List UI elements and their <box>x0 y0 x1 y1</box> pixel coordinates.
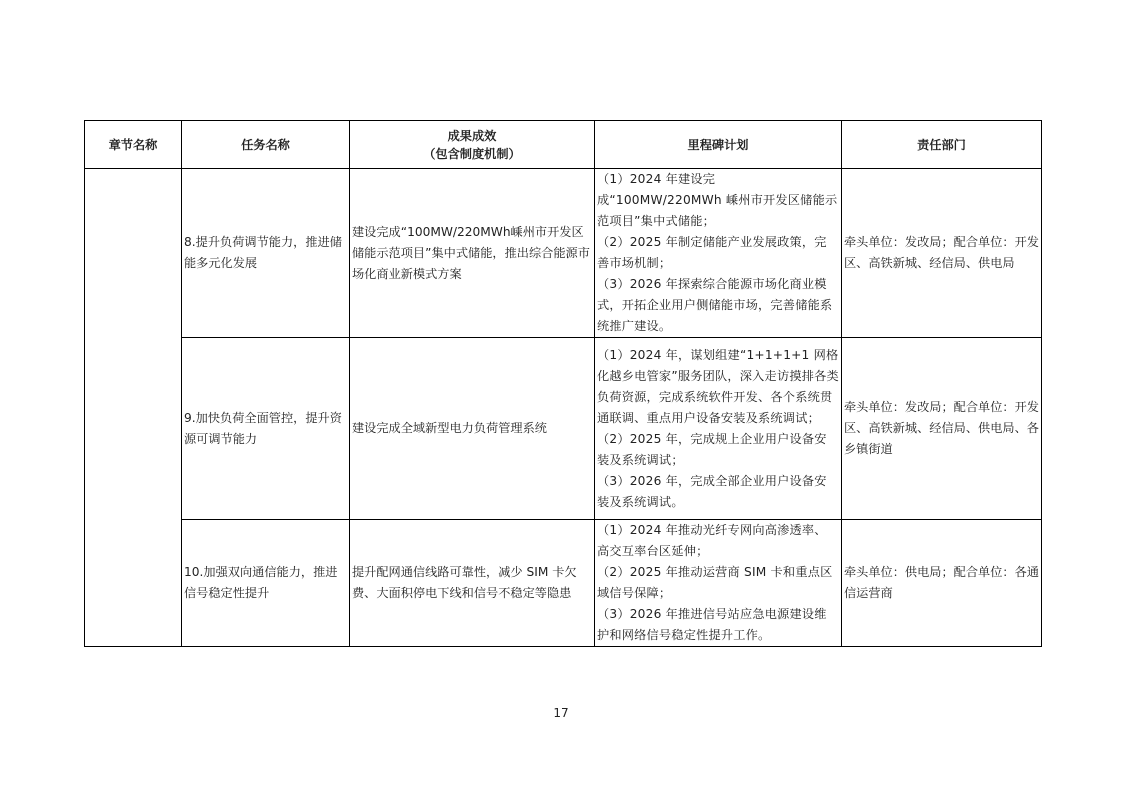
milestone-item: （3）2026 年，完成全部企业用户设备安装及系统调试。 <box>597 473 827 509</box>
table-row <box>85 520 1042 647</box>
header-milestone: 里程碑计划 <box>595 121 842 169</box>
milestone-item: （2）2025 年推动运营商 SIM 卡和重点区域信号保障； <box>597 565 833 600</box>
result-cell: 建设完成“100MW/220MWh嵊州市开发区储能示范项目”集中式储能，推出综合能源市场化商业新模式方案 <box>350 169 595 338</box>
milestone-item: （1）2024 年建设完成“100MW/220MWh 嵊州市开发区储能示范项目”集中式储能； <box>597 172 838 228</box>
dept-cell: 牵头单位：发改局；配合单位：开发区、高铁新城、经信局、供电局、各乡镇街道 <box>842 338 1042 520</box>
header-row <box>85 121 1042 169</box>
chapter-cell <box>85 169 182 647</box>
milestone-cell <box>595 169 842 338</box>
task-cell: 9.加快负荷全面管控，提升资源可调节能力 <box>182 338 350 520</box>
header-dept: 责任部门 <box>842 121 1042 169</box>
header-chapter: 章节名称 <box>85 121 182 169</box>
milestone-item: （2）2025 年，完成规上企业用户设备安装及系统调试； <box>597 431 827 467</box>
plan-table <box>84 120 1042 647</box>
milestone-cell <box>595 338 842 520</box>
result-cell: 提升配网通信线路可靠性，减少 SIM 卡欠费、大面积停电下线和信号不稳定等隐患 <box>350 520 595 647</box>
dept-cell: 牵头单位：发改局；配合单位：开发区、高铁新城、经信局、供电局 <box>842 169 1042 338</box>
header-result-title: 成果成效 <box>447 128 497 143</box>
task-cell: 8.提升负荷调节能力，推进储能多元化发展 <box>182 169 350 338</box>
milestone-item: （3）2026 年探索综合能源市场化商业模式，开拓企业用户侧储能市场，完善储能系统推广建设。 <box>597 277 833 333</box>
header-task: 任务名称 <box>182 121 350 169</box>
dept-cell: 牵头单位：供电局；配合单位：各通信运营商 <box>842 520 1042 647</box>
header-result-subtitle: （包含制度机制） <box>423 146 521 161</box>
milestone-item: （3）2026 年推进信号站应急电源建设维护和网络信号稳定性提升工作。 <box>597 607 827 642</box>
task-cell: 10.加强双向通信能力，推进信号稳定性提升 <box>182 520 350 647</box>
milestone-cell <box>595 520 842 647</box>
table-row <box>85 169 1042 338</box>
result-cell: 建设完成全域新型电力负荷管理系统 <box>350 338 595 520</box>
milestone-item: （1）2024 年推动光纤专网向高渗透率、高交互率台区延伸； <box>597 523 827 558</box>
milestone-item: （1）2024 年，谋划组建“1+1+1+1 网格化越乡电管家”服务团队，深入走访摸排各类负荷资源，完成系统软件开发、各个系统贯通联调、重点用户设备安装及系统调试； <box>597 347 839 425</box>
milestone-item: （2）2025 年制定储能产业发展政策，完善市场机制； <box>597 235 827 270</box>
table-row <box>85 338 1042 520</box>
page-number: 17 <box>553 706 569 720</box>
header-result <box>350 121 595 169</box>
